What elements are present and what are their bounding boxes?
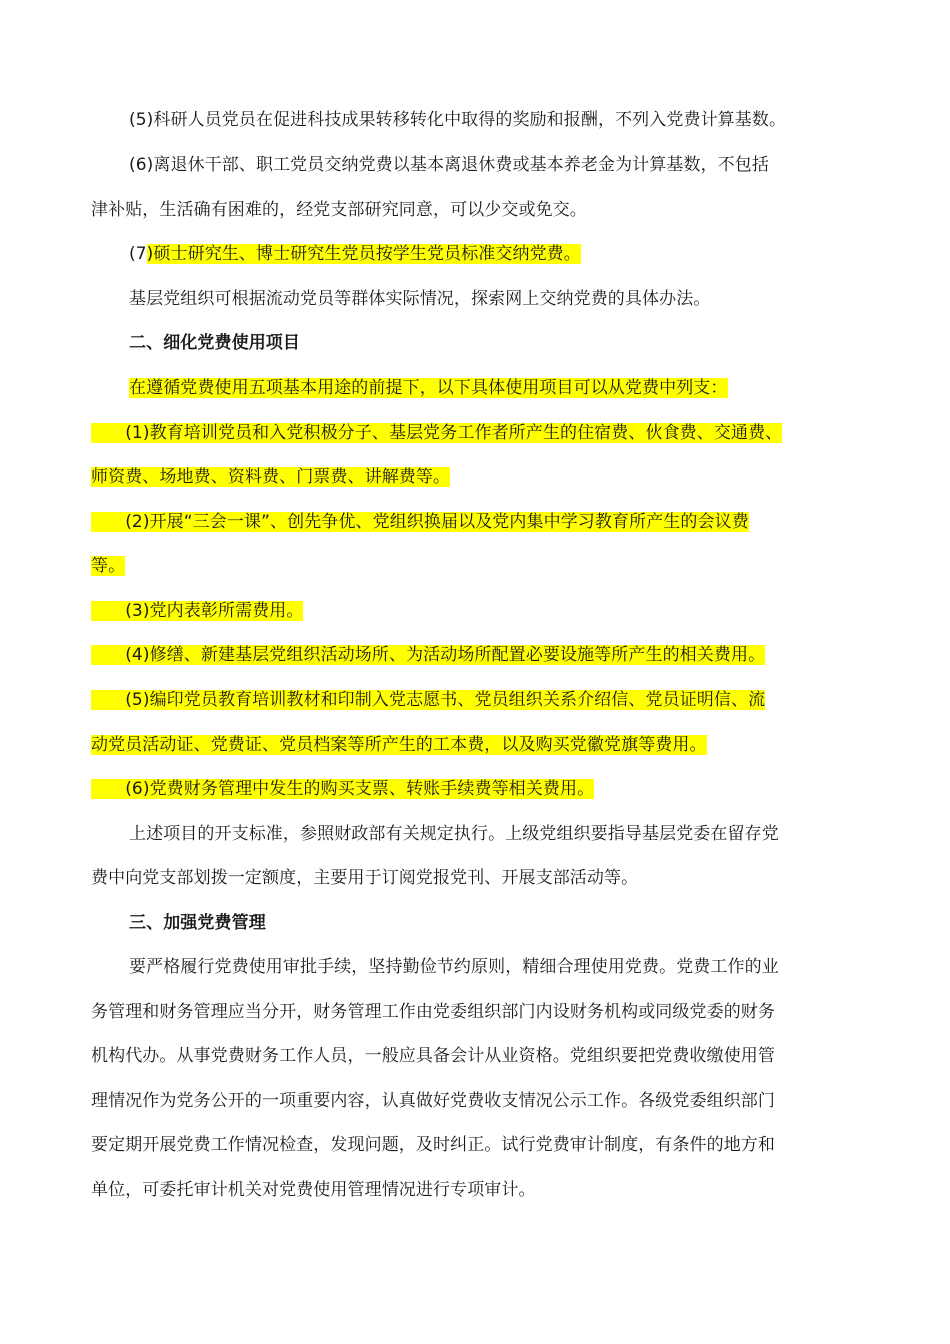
paragraph-line <box>129 373 728 403</box>
paragraph-line: 务管理和财务管理应当分开，财务管理工作由党委组织部门内设财务机构或同级党委的财务 <box>91 1002 775 1022</box>
section-heading: 三、加强党费管理 <box>129 913 266 933</box>
paragraph-line <box>91 640 765 670</box>
paragraph-line <box>91 507 749 537</box>
line-text: (6)党费财务管理中发生的购买支票、转账手续费等相关费用。 <box>125 779 595 799</box>
paragraph-line: (6)离退休干部、职工党员交纳党费以基本离退休费或基本养老金为计算基数，不包括 <box>129 155 769 175</box>
paragraph-line: 基层党组织可根据流动党员等群体实际情况，探索网上交纳党费的具体办法。 <box>129 289 711 309</box>
paragraph-line <box>91 462 450 492</box>
section-heading: 二、细化党费使用项目 <box>129 333 300 353</box>
highlighted-text: 等。 <box>91 556 126 576</box>
paragraph-line: 机构代办。从事党费财务工作人员，一般应具备会计从业资格。党组织要把党费收缴使用管 <box>91 1046 775 1066</box>
line-text: (4)修缮、新建基层党组织活动场所、为活动场所配置必要设施等所产生的相关费用。 <box>125 645 766 665</box>
highlighted-text <box>91 423 782 443</box>
paragraph-line: 理情况作为党务公开的一项重要内容，认真做好党费收支情况公示工作。各级党委组织部门 <box>91 1091 775 1111</box>
line-text: (2)开展“三会一课”、创先争优、党组织换届以及党内集中学习教育所产生的会议费 <box>125 512 749 532</box>
paragraph-line: 津补贴，生活确有困难的，经党支部研究同意，可以少交或免交。 <box>91 200 587 220</box>
paragraph-line <box>91 730 707 760</box>
paragraph-line: 要严格履行党费使用审批手续，坚持勤俭节约原则，精细合理使用党费。党费工作的业 <box>129 957 779 977</box>
paragraph-line: 要定期开展党费工作情况检查，发现问题，及时纠正。试行党费审计制度，有条件的地方和 <box>91 1135 775 1155</box>
paragraph-line <box>91 774 594 804</box>
item-number: (7 <box>129 244 147 264</box>
highlighted-text: 在遵循党费使用五项基本用途的前提下，以下具体使用项目可以从党费中列支： <box>129 378 728 398</box>
paragraph-line: 上述项目的开支标准，参照财政部有关规定执行。上级党组织要指导基层党委在留存党 <box>129 824 779 844</box>
paragraph-line <box>91 418 782 448</box>
line-text: (5)编印党员教育培训教材和印制入党志愿书、党员组织关系介绍信、党员证明信、流 <box>125 690 766 710</box>
highlighted-text <box>91 512 749 532</box>
highlighted-text <box>91 779 594 799</box>
paragraph-line: 单位，可委托审计机关对党费使用管理情况进行专项审计。 <box>91 1180 536 1200</box>
line-text: (1)教育培训党员和入党积极分子、基层党务工作者所产生的住宿费、伙食费、交通费、 <box>125 423 783 443</box>
highlighted-text <box>91 690 765 710</box>
paragraph-line <box>91 596 303 626</box>
highlighted-text: 师资费、场地费、资料费、门票费、讲解费等。 <box>91 467 451 487</box>
line-text: (3)党内表彰所需费用。 <box>125 601 304 621</box>
highlighted-text <box>91 601 303 621</box>
paragraph-line: (5)科研人员党员在促进科技成果转移转化中取得的奖励和报酬，不列入党费计算基数。 <box>129 110 787 130</box>
paragraph-line <box>129 239 581 269</box>
highlighted-text: 动党员活动证、党费证、党员档案等所产生的工本费，以及购买党徽党旗等费用。 <box>91 735 707 755</box>
paragraph-line <box>91 685 765 715</box>
highlighted-text <box>91 645 765 665</box>
paragraph-line <box>91 551 125 581</box>
paragraph-line: 费中向党支部划拨一定额度，主要用于订阅党报党刊、开展支部活动等。 <box>91 868 639 888</box>
highlighted-text: )硕士研究生、博士研究生党员按学生党员标准交纳党费。 <box>146 244 581 264</box>
